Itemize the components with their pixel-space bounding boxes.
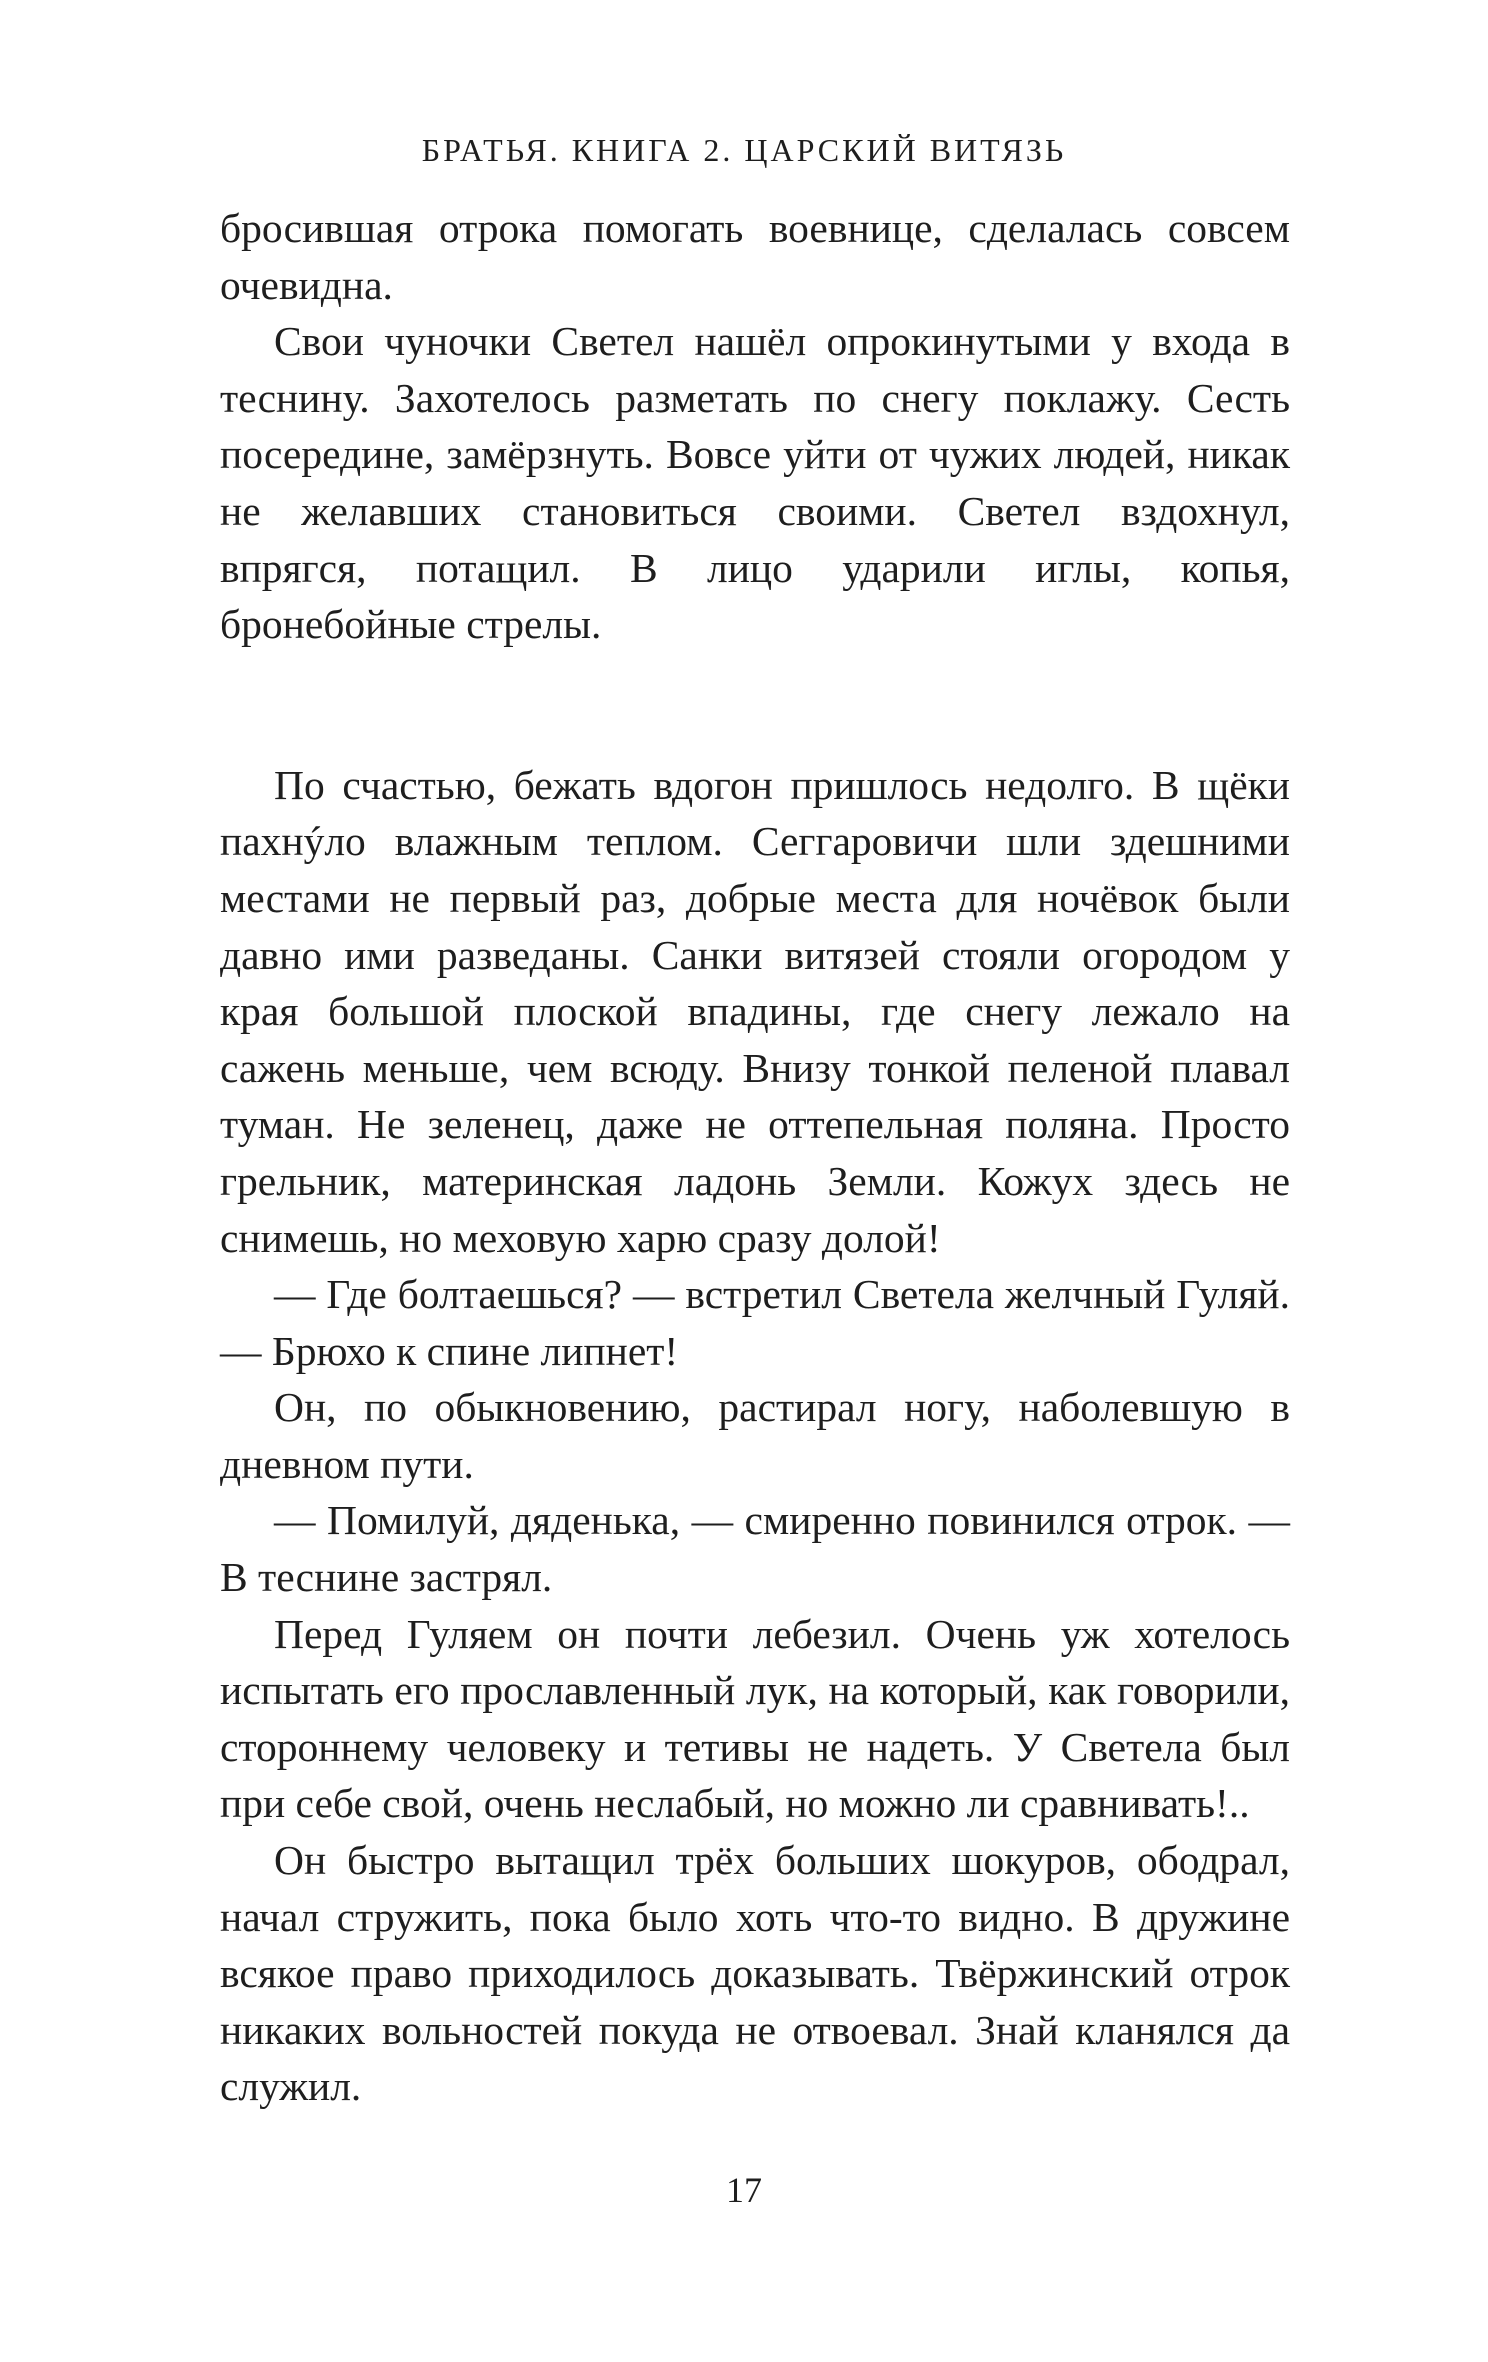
paragraph: Перед Гуляем он почти лебезил. Очень уж хотелось испытать его прославленный лук, на который, как говорили, стороннему человеку и тетивы не надеть. У Светела был при себе свой, очень неслабый, но можно ли сравнивать!.. [220, 1610, 1290, 1827]
paragraph: По счастью, бежать вдогон пришлось недолго. В щёки пахнýло влажным теплом. Сеггаровичи шли здешними местами не первый раз, добрые места для ночёвок были давно ими разведаны. Санки витязей стояли огородом у края большой плоской впадины, где снегу лежало на сажень меньше, чем всюду. Внизу тонкой пеленой плавал туман. Не зеленец, даже не оттепельная поляна. Просто грельник, материнская ладонь Земли. Кожух здесь не снимешь, но меховую харю сразу долой! [220, 761, 1290, 1261]
page-number: 17 [726, 2170, 762, 2210]
body-text [220, 200, 1290, 2115]
paragraph: Свои чуночки Светел нашёл опрокинутыми у входа в теснину. Захотелось разметать по снегу поклажу. Сесть посередине, замёрзнуть. Вовсе уйти от чужих людей, никак не желавших становиться своими. Светел вздохнул, впрягся, потащил. В лицо ударили иглы, копья, бронебойные стрелы. [220, 318, 1290, 648]
section-break [220, 653, 1290, 757]
paragraph: — Где болтаешься? — встретил Светела желчный Гуляй. — Брюхо к спине липнет! [220, 1271, 1290, 1374]
paragraph: Он быстро вытащил трёх больших шокуров, ободрал, начал стружить, пока было хоть что-то видно. В дружине всякое право приходилось доказывать. Твёржинский отрок никаких вольностей покуда не отвоевал. Знай кланялся да служил. [220, 1837, 1290, 2110]
paragraph: бросившая отрока помогать воевнице, сделалась совсем очевидна. [220, 205, 1290, 308]
paragraph: Он, по обыкновению, растирал ногу, наболевшую в дневном пути. [220, 1384, 1290, 1487]
running-title: БРАТЬЯ. КНИГА 2. ЦАРСКИЙ ВИТЯЗЬ [421, 132, 1067, 168]
paragraph: — Помилуй, дяденька, — смиренно повинился отрок. — В теснине застрял. [220, 1497, 1290, 1601]
